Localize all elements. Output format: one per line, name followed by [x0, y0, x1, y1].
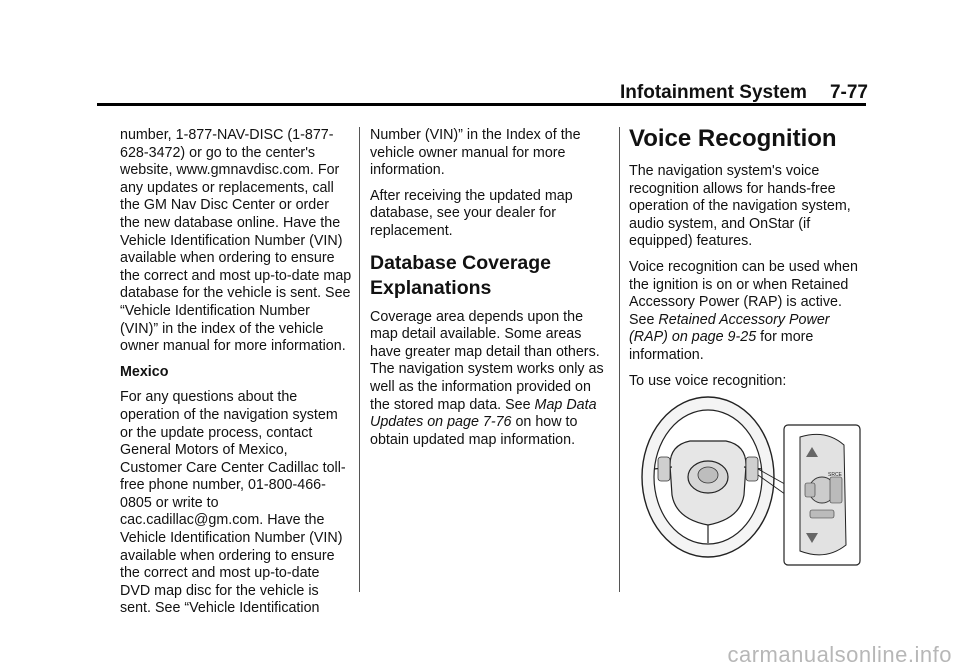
- p3-text: Coverage area depends upon the map detail available. Some areas have greater map detail than others. The navigation system works only as well as the information provided on the stored map data. See: [370, 308, 604, 413]
- col2-paragraph-2: After receiving the updated map database, see your dealer for replacement.: [370, 187, 573, 239]
- cross-reference-link[interactable]: Map Data Updates on page 7-76: [370, 396, 597, 431]
- srce-button-label: SRCE: [828, 472, 842, 478]
- cross-reference-link[interactable]: Retained Accessory Power (RAP) on page 9-25: [629, 311, 830, 346]
- column-divider-1: [359, 127, 360, 592]
- column-2: [370, 127, 610, 457]
- col3-paragraph-1: The navigation system's voice recognition allows for hands-free operation of the navigation system, audio system, and OnStar (if equipped) features.: [629, 163, 851, 250]
- page-number: 7-77: [829, 82, 868, 103]
- col1-paragraph-2: For any questions about the operation of the navigation system or the update process, contact General Motors of Mexico, Customer Care Center Cadillac toll-free phone number, 01-800-466-0805 or write to cac.cadillac@gm.com. Have the Vehicle Identification Number (VIN) available when ordering to ensure the correct and most up-to-date DVD map disc for the vehicle is sent. See “Vehicle Identification: [120, 389, 346, 617]
- col1-paragraph-1: number, 1-877-NAV-DISC (1-877-628-3472) or go to the center's website, www.gmnavdisc.com. For any updates or replacements, call the GM Nav Disc Center or order the new database online. Have the Vehicle Identification Number (VIN) available when ordering to ensure the correct and most up-to-date map database for the vehicle is sent. See “Vehicle Identification Number (VIN)” in the index of the vehicle owner manual for more information.: [120, 127, 352, 355]
- heading-voice-recognition: Voice Recognition: [629, 125, 837, 152]
- col2-paragraph-1: Number (VIN)” in the Index of the vehicle owner manual for more information.: [370, 127, 581, 179]
- p2-end: for more information.: [629, 329, 814, 363]
- steering-wheel-controls-illustration: [640, 385, 862, 573]
- col3-paragraph-2: [629, 259, 869, 365]
- section-title: Infotainment System: [620, 82, 807, 103]
- subheading-mexico: Mexico: [120, 363, 169, 380]
- header-rule: [97, 103, 866, 106]
- col2-paragraph-3: [370, 309, 610, 450]
- heading-database-coverage: Database Coverage Explanations: [370, 251, 552, 299]
- p3-end: on how to obtain updated map information.: [370, 414, 578, 448]
- column-divider-2: [619, 127, 620, 592]
- steering-wheel-icon: [640, 385, 862, 573]
- column-1: [120, 127, 352, 626]
- col3-paragraph-3: To use voice recognition:: [629, 372, 787, 389]
- p2-text: Voice recognition can be used when the ignition is on or when Retained Accessory Power (RAP) is active. See: [629, 258, 858, 328]
- watermark: carmanualsonline.info: [727, 642, 952, 667]
- column-3: [629, 127, 869, 398]
